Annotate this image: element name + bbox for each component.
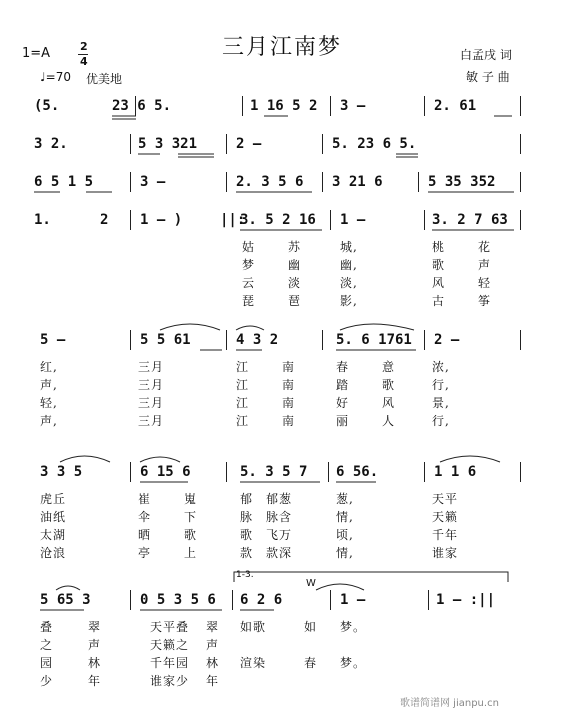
measure: 5. 3 5 7 (240, 464, 308, 480)
lyric: 脉 (240, 510, 254, 524)
lyric: 梦 (242, 258, 256, 272)
lyric: 翠 (206, 620, 220, 634)
page-title: 三月江南梦 (221, 35, 342, 60)
measure: 3. 5 2 16 (240, 212, 316, 228)
watermark: 歌谱简谱网 jianpu.cn (400, 698, 499, 709)
measure: 3 21 6 (332, 174, 383, 190)
lyric: 林 (206, 656, 220, 670)
lyric: 影, (340, 294, 358, 308)
lyric: 南 (282, 378, 296, 392)
lyric: 云 (242, 276, 256, 290)
lyric: 声, (40, 378, 58, 392)
measure: 1 – :|| (436, 592, 496, 608)
lyric: 少 (40, 674, 54, 688)
lyric: 千年园 (150, 656, 190, 670)
lyric: 意 (382, 360, 396, 374)
lyric: 伞 (138, 510, 152, 524)
lyric: 歌 (240, 528, 254, 542)
lyric: 春 (336, 360, 350, 374)
lyric: 姑 (242, 240, 256, 254)
measure: 1 – ) (140, 212, 183, 228)
lyric: 虎丘 (40, 492, 67, 506)
measure: 5. 6 1761 (336, 332, 412, 348)
lyric: 翠 (88, 620, 102, 634)
lyric: 晒 (138, 528, 152, 542)
lyric: 天籁之 (150, 638, 190, 652)
lyric: 声, (40, 414, 58, 428)
lyric: 古 (432, 294, 446, 308)
measure: 6 2 6 (240, 592, 283, 608)
measure: 6 56. (336, 464, 379, 480)
lyric: 幽 (288, 258, 302, 272)
lyric: 款 (240, 546, 254, 560)
measure: 0 5 3 5 6 (140, 592, 216, 608)
lyric: 三月 (138, 360, 165, 374)
lyric: 琵 (242, 294, 256, 308)
lyric: 江 (236, 360, 250, 374)
measure: 2. 61 (434, 98, 477, 114)
lyric: 款深 (266, 546, 293, 560)
composer-credit: 敏 子 曲 (466, 70, 510, 84)
lyric: 油纸 (40, 510, 67, 524)
measure: 2 (100, 212, 109, 228)
lyric: 情, (336, 510, 354, 524)
lyric: 年 (206, 674, 220, 688)
time-signature-bottom: 4 (80, 55, 88, 68)
lyric: 琶 (288, 294, 302, 308)
lyric: 脉含 (266, 510, 293, 524)
lyric: 声 (206, 638, 220, 652)
measure: 5 35 352 (428, 174, 496, 190)
measure: 5 5 61 (140, 332, 191, 348)
lyric: 飞万 (266, 528, 293, 542)
lyric: 三月 (138, 414, 165, 428)
lyric: 南 (282, 396, 296, 410)
measure: 2 – (434, 332, 460, 348)
lyric: 行, (432, 414, 450, 428)
lyric: 南 (282, 414, 296, 428)
lyric: 沧浪 (40, 546, 67, 560)
lyric: 风 (382, 396, 396, 410)
lyric: 下 (184, 510, 198, 524)
measure: 3 2. (34, 136, 68, 152)
lyric: 桃 (432, 240, 446, 254)
repeat-sign: ||: (220, 212, 246, 228)
lyric: 天籁 (432, 510, 459, 524)
lyric: 天平叠 (150, 620, 190, 634)
measure: 6 5 1 5 (34, 174, 94, 190)
lyric: 声 (478, 258, 492, 272)
lyric: 梦。 (340, 620, 367, 634)
measure: 2. 3 5 6 (236, 174, 304, 190)
lyric: 渲染 (240, 656, 267, 670)
lyric: 淡, (340, 276, 358, 290)
tempo-marking: ♩=70 (40, 70, 71, 84)
measure: 3. 2 7 63 (432, 212, 508, 228)
lyric: 梦。 (340, 656, 367, 670)
measure: 23 6 5. (112, 98, 172, 114)
measure: 3 – (340, 98, 366, 114)
measure: 5. 23 6 5. (332, 136, 417, 152)
lyric: 轻, (40, 396, 58, 410)
measure: 5 3 321 (138, 136, 198, 152)
lyric: 淡 (288, 276, 302, 290)
lyric: 崔 (138, 492, 152, 506)
lyric: 景, (432, 396, 450, 410)
measure: 5 – (40, 332, 66, 348)
lyric: 上 (184, 546, 198, 560)
measure: 1 – (340, 212, 366, 228)
lyric: 谁家 (432, 546, 459, 560)
lyric: 三月 (138, 396, 165, 410)
lyric: 天平 (432, 492, 459, 506)
time-signature-top: 2 (80, 40, 88, 53)
measure: 3 – (140, 174, 166, 190)
measure: 6 15 6 (140, 464, 191, 480)
key-signature: 1=A (22, 46, 51, 61)
lyric: 江 (236, 396, 250, 410)
lyric: 如歌 (240, 620, 267, 634)
measure: 5 65 3 (40, 592, 91, 608)
lyric: 江 (236, 414, 250, 428)
lyric: 年 (88, 674, 102, 688)
lyric: 江 (236, 378, 250, 392)
lyric: 花 (478, 240, 492, 254)
lyric: 春 (304, 656, 318, 670)
lyric: 南 (282, 360, 296, 374)
lyric: 歌 (382, 378, 396, 392)
lyric: 之 (40, 638, 54, 652)
lyric: 太湖 (40, 528, 67, 542)
volta-label: 1-3. (236, 570, 254, 580)
lyric: 好 (336, 396, 350, 410)
measure: 2 – (236, 136, 262, 152)
lyricist-credit: 白孟戌 词 (460, 48, 512, 62)
lyric: 红, (40, 360, 58, 374)
lyric: 情, (336, 546, 354, 560)
measure: (5. (34, 98, 60, 114)
lyric: 苏 (288, 240, 302, 254)
lyric: 林 (88, 656, 102, 670)
lyric: 风 (432, 276, 446, 290)
measure: 1. (34, 212, 51, 228)
lyric: 浓, (432, 360, 450, 374)
lyric: 郁 (240, 492, 254, 506)
lyric: 谁家少 (150, 674, 190, 688)
lyric: 歌 (184, 528, 198, 542)
lyric: 叠 (40, 620, 54, 634)
lyric: 园 (40, 656, 54, 670)
lyric: 歌 (432, 258, 446, 272)
lyric: 声 (88, 638, 102, 652)
lyric: 城, (340, 240, 358, 254)
lyric: 筝 (478, 294, 492, 308)
lyric: 轻 (478, 276, 492, 290)
lyric: 葱, (336, 492, 354, 506)
measure: 4 3 2 (236, 332, 279, 348)
lyric: 三月 (138, 378, 165, 392)
lyric: 踏 (336, 378, 350, 392)
lyric: 千年 (432, 528, 459, 542)
expression-marking: 优美地 (86, 72, 123, 86)
measure: 1 – (340, 592, 366, 608)
lyric: 丽 (336, 414, 350, 428)
lyric: 人 (382, 414, 396, 428)
measure: 3 3 5 (40, 464, 83, 480)
lyric: 顷, (336, 528, 354, 542)
lyric: 幽, (340, 258, 358, 272)
lyric: 亭 (138, 546, 152, 560)
lyric: 如 (304, 620, 318, 634)
lyric: 郁葱 (266, 492, 293, 506)
lyric: 嵬 (184, 492, 198, 506)
lyric: 行, (432, 378, 450, 392)
measure: 1 1 6 (434, 464, 477, 480)
measure: 1 16 5 2 (250, 98, 318, 114)
fermata-marking: W (306, 578, 316, 589)
